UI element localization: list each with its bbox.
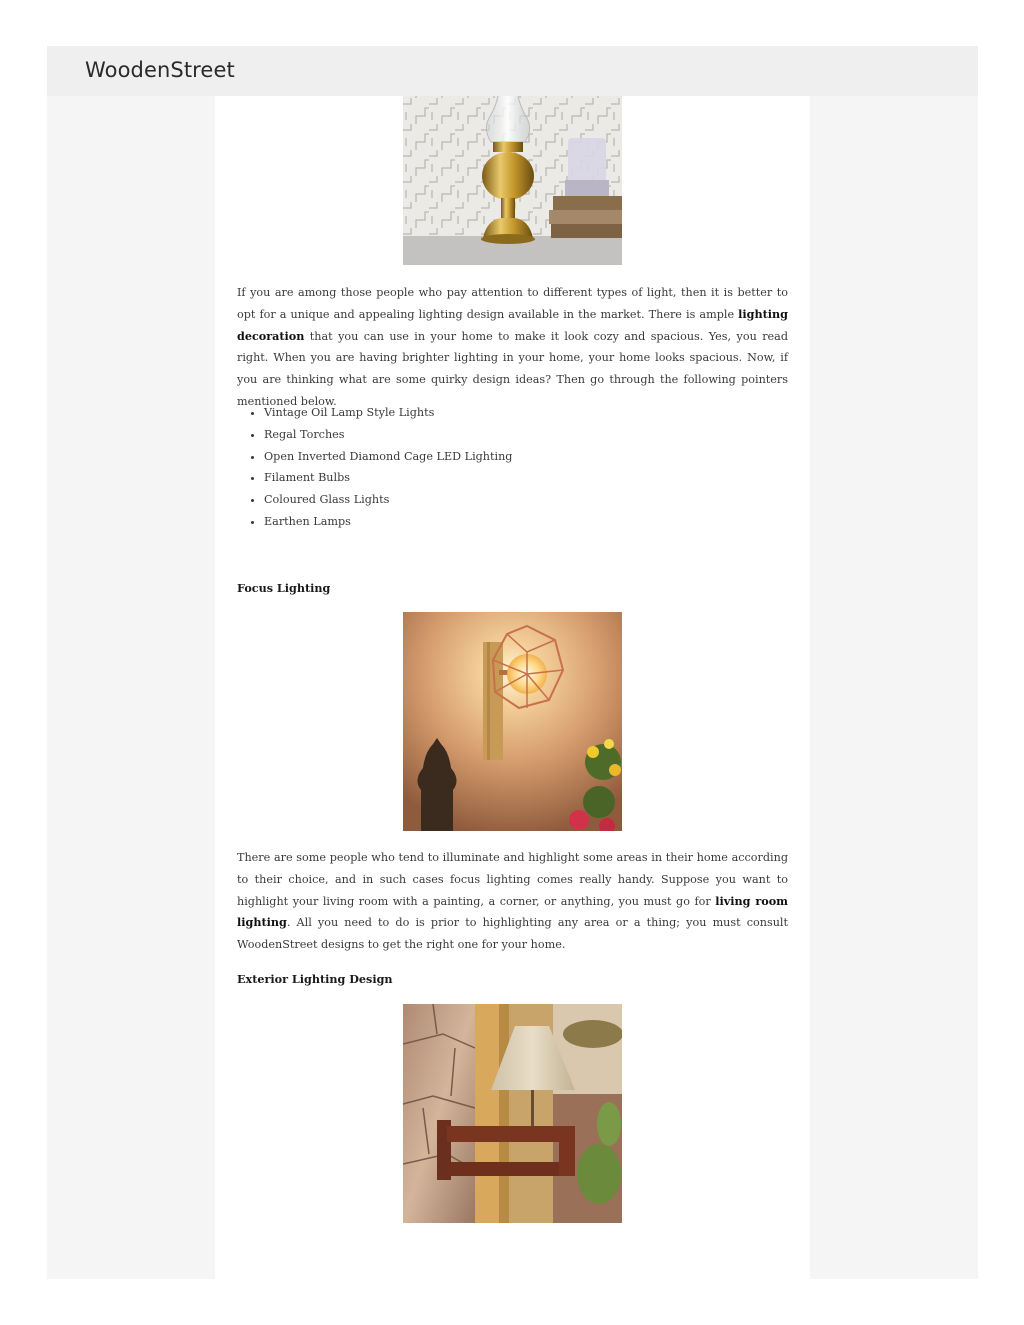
page xyxy=(47,46,978,1279)
wooden-wall-lamp-image xyxy=(403,1004,622,1223)
lighting-decoration-link[interactable]: lighting decoration xyxy=(237,306,788,343)
intro-paragraph: If you are among those people who pay attention to different types of light, then it is better to opt for a unique and appealing lighting design available in the market. There is ample lighting decoration that you can use in your home to make it look cozy and spacious. Yes, you read right. When you are having brighter lighting in your home, your home looks spacious. Now, if you are thinking what are some quirky design ideas? Then go through the following pointers mentioned below. xyxy=(237,286,788,408)
list-item: • Coloured Glass Lights xyxy=(264,489,512,511)
list-item: • Filament Bulbs xyxy=(264,467,512,489)
living-room-lighting-link[interactable]: living room lighting xyxy=(237,893,788,930)
focus-lighting-paragraph: There are some people who tend to illuminate and highlight some areas in their home according to their choice, and in such cases focus lighting comes really handy. Suppose you want to highlight your living room with a painting, a corner, or anything, you must go for living room lighting. All you need to do is prior to highlighting any area or a thing; you must consult WoodenStreet designs to get the right one for your home. xyxy=(237,851,788,952)
article-content xyxy=(215,46,810,1279)
cage-wall-lamp-image xyxy=(403,612,622,831)
site-header xyxy=(47,46,978,96)
list-item: • Regal Torches xyxy=(264,424,512,446)
list-item: • Vintage Oil Lamp Style Lights xyxy=(264,402,512,424)
focus-lighting-heading: Focus Lighting xyxy=(237,581,331,595)
lighting-ideas-list xyxy=(237,402,512,533)
list-item: • Open Inverted Diamond Cage LED Lighting xyxy=(264,446,512,468)
site-logo[interactable]: WoodenStreet xyxy=(85,58,235,82)
list-item: • Earthen Lamps xyxy=(264,511,512,533)
exterior-lighting-heading: Exterior Lighting Design xyxy=(237,972,393,986)
